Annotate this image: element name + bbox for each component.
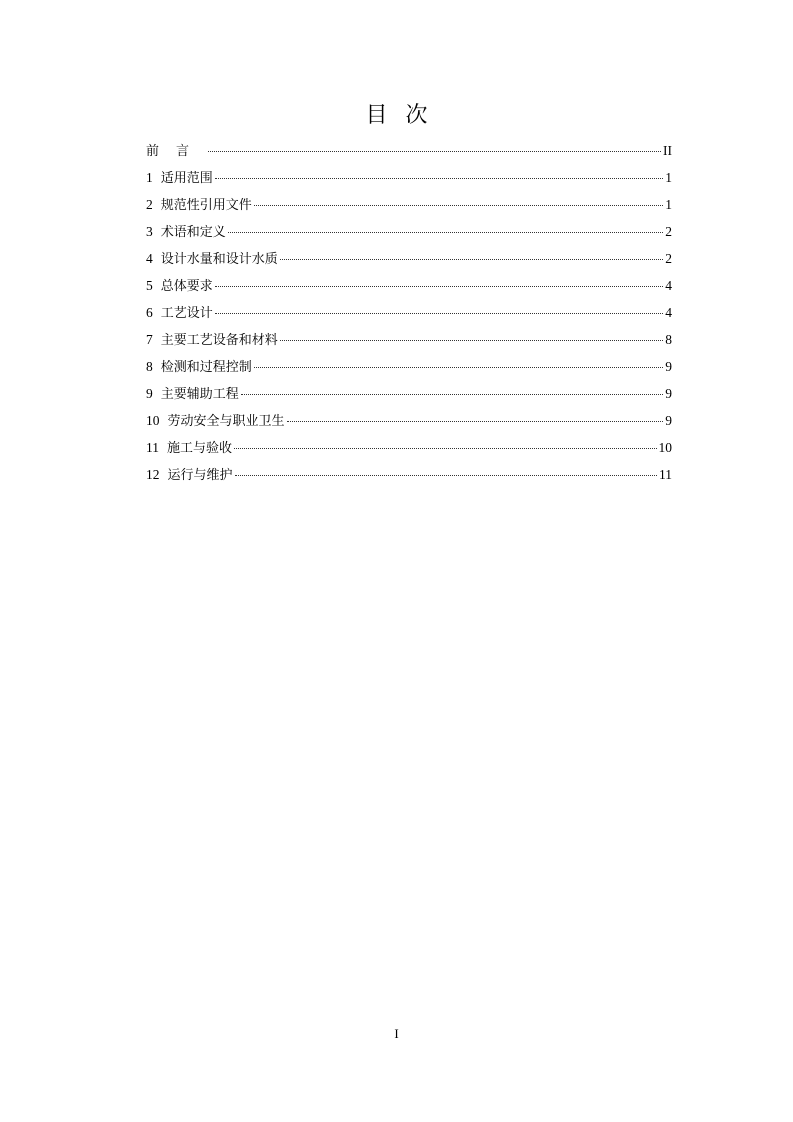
toc-entry-label: 规范性引用文件 — [160, 198, 252, 213]
toc-entry-label: 术语和定义 — [160, 225, 226, 240]
toc-entry-label: 检测和过程控制 — [160, 360, 252, 375]
toc-entry-page: 4 — [665, 305, 672, 320]
toc-dot-leader — [280, 340, 663, 341]
toc-entry[interactable] — [146, 384, 672, 411]
toc-dot-leader — [215, 178, 663, 179]
toc-entry-page: 2 — [665, 251, 672, 266]
toc-entry[interactable] — [146, 465, 672, 492]
toc-entry-page: 9 — [665, 413, 672, 428]
toc-entry[interactable] — [146, 276, 672, 303]
toc-entry-number: 2 — [146, 197, 153, 212]
toc-dot-leader — [234, 448, 656, 449]
toc-entry-page: 4 — [665, 278, 672, 293]
toc-entry-label: 主要辅助工程 — [160, 387, 239, 402]
toc-entry-page: 2 — [665, 224, 672, 239]
toc-entry-label: 设计水量和设计水质 — [160, 252, 278, 267]
toc-entry-page: 9 — [665, 359, 672, 374]
toc-entry-number: 11 — [146, 440, 159, 455]
toc-dot-leader — [228, 232, 663, 233]
toc-entry-page: 1 — [665, 170, 672, 185]
toc-entry-label: 施工与验收 — [167, 441, 233, 456]
page-number: I — [394, 1026, 399, 1041]
toc-entry[interactable] — [146, 249, 672, 276]
toc-entry-number: 10 — [146, 413, 160, 428]
toc-entry-number: 5 — [146, 278, 153, 293]
toc-entry[interactable] — [146, 195, 672, 222]
toc-dot-leader — [287, 421, 664, 422]
toc-entry-label: 运行与维护 — [167, 468, 233, 483]
toc-dot-leader — [235, 475, 657, 476]
toc-entry-number: 12 — [146, 467, 160, 482]
toc-dot-leader — [208, 151, 661, 152]
toc-entry-page: 11 — [659, 467, 672, 482]
toc-entry-label: 劳动安全与职业卫生 — [167, 414, 285, 429]
toc-entry-number: 6 — [146, 305, 153, 320]
toc-entry-page: 10 — [658, 440, 672, 455]
toc-entry-number: 3 — [146, 224, 153, 239]
toc-entry-label: 适用范围 — [160, 171, 213, 186]
toc-entry[interactable] — [146, 357, 672, 384]
toc-entry-page: 9 — [665, 386, 672, 401]
table-of-contents — [146, 141, 672, 492]
toc-entry-page: 1 — [665, 197, 672, 212]
toc-entry-number: 9 — [146, 386, 153, 401]
toc-dot-leader — [215, 313, 663, 314]
toc-entry[interactable] — [146, 222, 672, 249]
page-title: 目次 — [365, 103, 446, 128]
toc-entry-label: 总体要求 — [160, 279, 213, 294]
toc-entry[interactable] — [146, 168, 672, 195]
toc-entry[interactable] — [146, 411, 672, 438]
toc-entry[interactable] — [146, 438, 672, 465]
toc-entry-label: 前言 — [146, 144, 207, 159]
toc-entry-page: 8 — [665, 332, 672, 347]
toc-entry-label: 主要工艺设备和材料 — [160, 333, 278, 348]
toc-entry[interactable] — [146, 303, 672, 330]
toc-entry-number: 8 — [146, 359, 153, 374]
toc-entry-foreword[interactable] — [146, 141, 672, 168]
toc-entry-label: 工艺设计 — [160, 306, 213, 321]
toc-dot-leader — [241, 394, 663, 395]
toc-entry[interactable] — [146, 330, 672, 357]
toc-dot-leader — [280, 259, 663, 260]
toc-entry-number: 4 — [146, 251, 153, 266]
toc-entry-number: 7 — [146, 332, 153, 347]
toc-dot-leader — [254, 367, 663, 368]
toc-entry-page: II — [663, 143, 672, 158]
toc-dot-leader — [254, 205, 663, 206]
toc-entry-number: 1 — [146, 170, 153, 185]
toc-dot-leader — [215, 286, 663, 287]
